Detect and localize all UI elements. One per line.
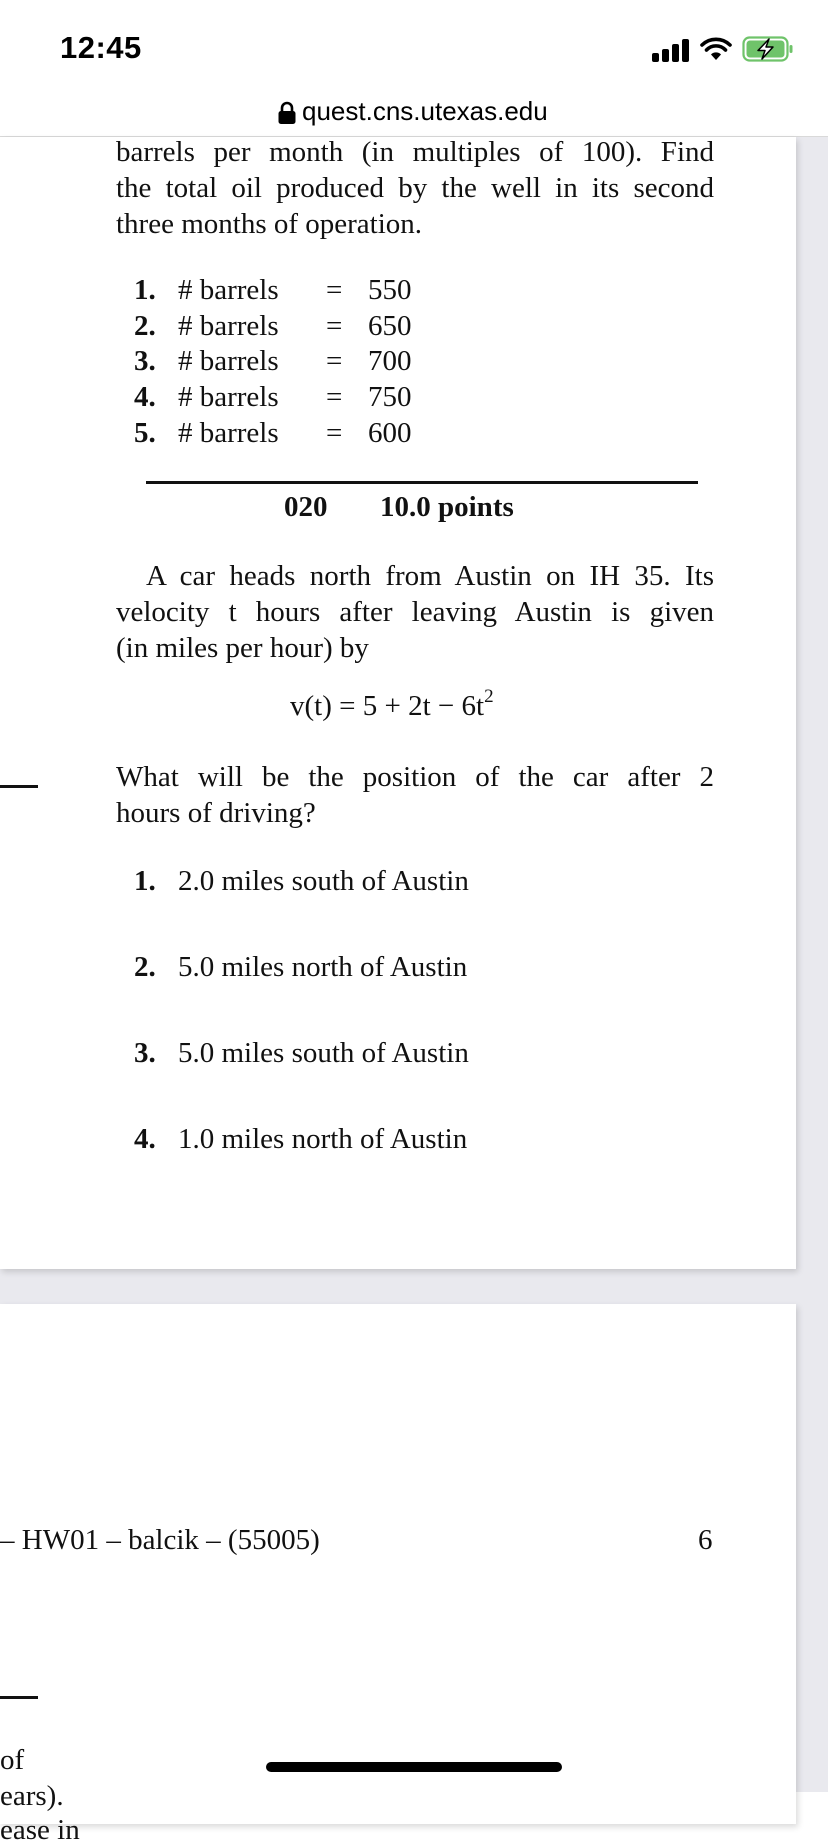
choice-value: 750: [368, 381, 412, 413]
paragraph-line: velocity t hours after leaving Austin is given: [116, 596, 714, 628]
choice-number: 4.: [134, 381, 156, 413]
wifi-icon: [700, 36, 732, 62]
paragraph-line: three months of operation.: [116, 208, 423, 240]
choice-number: 3.: [134, 345, 156, 377]
address-bar[interactable]: [0, 92, 828, 137]
paragraph-line: (in miles per hour) by: [116, 632, 369, 664]
home-indicator[interactable]: [266, 1762, 562, 1772]
formula-expression: v(t) = 5 + 2t − 6t: [290, 690, 485, 722]
paragraph-fragment: of: [0, 1744, 25, 1776]
paragraph-fragment: ears).: [0, 1780, 64, 1812]
paragraph-line: A car heads north from Austin on IH 35. Its: [146, 560, 714, 592]
status-time: 12:45: [60, 30, 142, 65]
equals-sign: =: [326, 274, 343, 306]
choice-label: # barrels: [178, 345, 279, 377]
choice-label: # barrels: [178, 310, 279, 342]
equals-sign: =: [326, 310, 343, 342]
choice-number: 4.: [134, 1123, 156, 1155]
choice-text: 5.0 miles north of Austin: [178, 951, 468, 983]
paragraph-line: barrels per month (in multiples of 100). Find: [116, 136, 714, 168]
choice-text: 1.0 miles north of Austin: [178, 1123, 468, 1155]
question-points: 10.0 points: [380, 491, 514, 523]
battery-charging-icon: [742, 36, 794, 62]
page-number: 6: [698, 1524, 713, 1556]
choice-number: 5.: [134, 417, 156, 449]
choice-value: 550: [368, 274, 412, 306]
choice-label: # barrels: [178, 417, 279, 449]
choice-number: 3.: [134, 1037, 156, 1069]
choice-value: 700: [368, 345, 412, 377]
equals-sign: =: [326, 417, 343, 449]
margin-mark: [0, 785, 38, 788]
pdf-page: [0, 137, 796, 1269]
equals-sign: =: [326, 381, 343, 413]
paragraph-fragment: ease in: [0, 1814, 80, 1846]
paragraph-line: What will be the position of the car after 2: [116, 761, 714, 793]
page-header: – HW01 – balcik – (55005): [0, 1524, 320, 1556]
url-text: quest.cns.utexas.edu: [302, 96, 548, 126]
question-number: 020: [284, 491, 328, 523]
choice-value: 600: [368, 417, 412, 449]
choice-text: 2.0 miles south of Austin: [178, 865, 469, 897]
question-divider: [146, 481, 698, 484]
velocity-formula: [290, 686, 494, 723]
paragraph-line: the total oil produced by the well in its second: [116, 172, 714, 204]
pdf-viewer[interactable]: [0, 136, 828, 1846]
lock-icon: [276, 100, 298, 126]
paragraph-line: hours of driving?: [116, 797, 316, 829]
choice-number: 2.: [134, 310, 156, 342]
status-bar: [0, 0, 828, 92]
pdf-page: [0, 1304, 796, 1846]
equals-sign: =: [326, 345, 343, 377]
choice-number: 1.: [134, 865, 156, 897]
choice-number: 1.: [134, 274, 156, 306]
choice-label: # barrels: [178, 274, 279, 306]
choice-value: 650: [368, 310, 412, 342]
choice-number: 2.: [134, 951, 156, 983]
cellular-signal-icon: [652, 38, 692, 62]
choice-text: 5.0 miles south of Austin: [178, 1037, 469, 1069]
formula-exponent: 2: [484, 686, 494, 707]
choice-label: # barrels: [178, 381, 279, 413]
margin-mark: [0, 1696, 38, 1699]
